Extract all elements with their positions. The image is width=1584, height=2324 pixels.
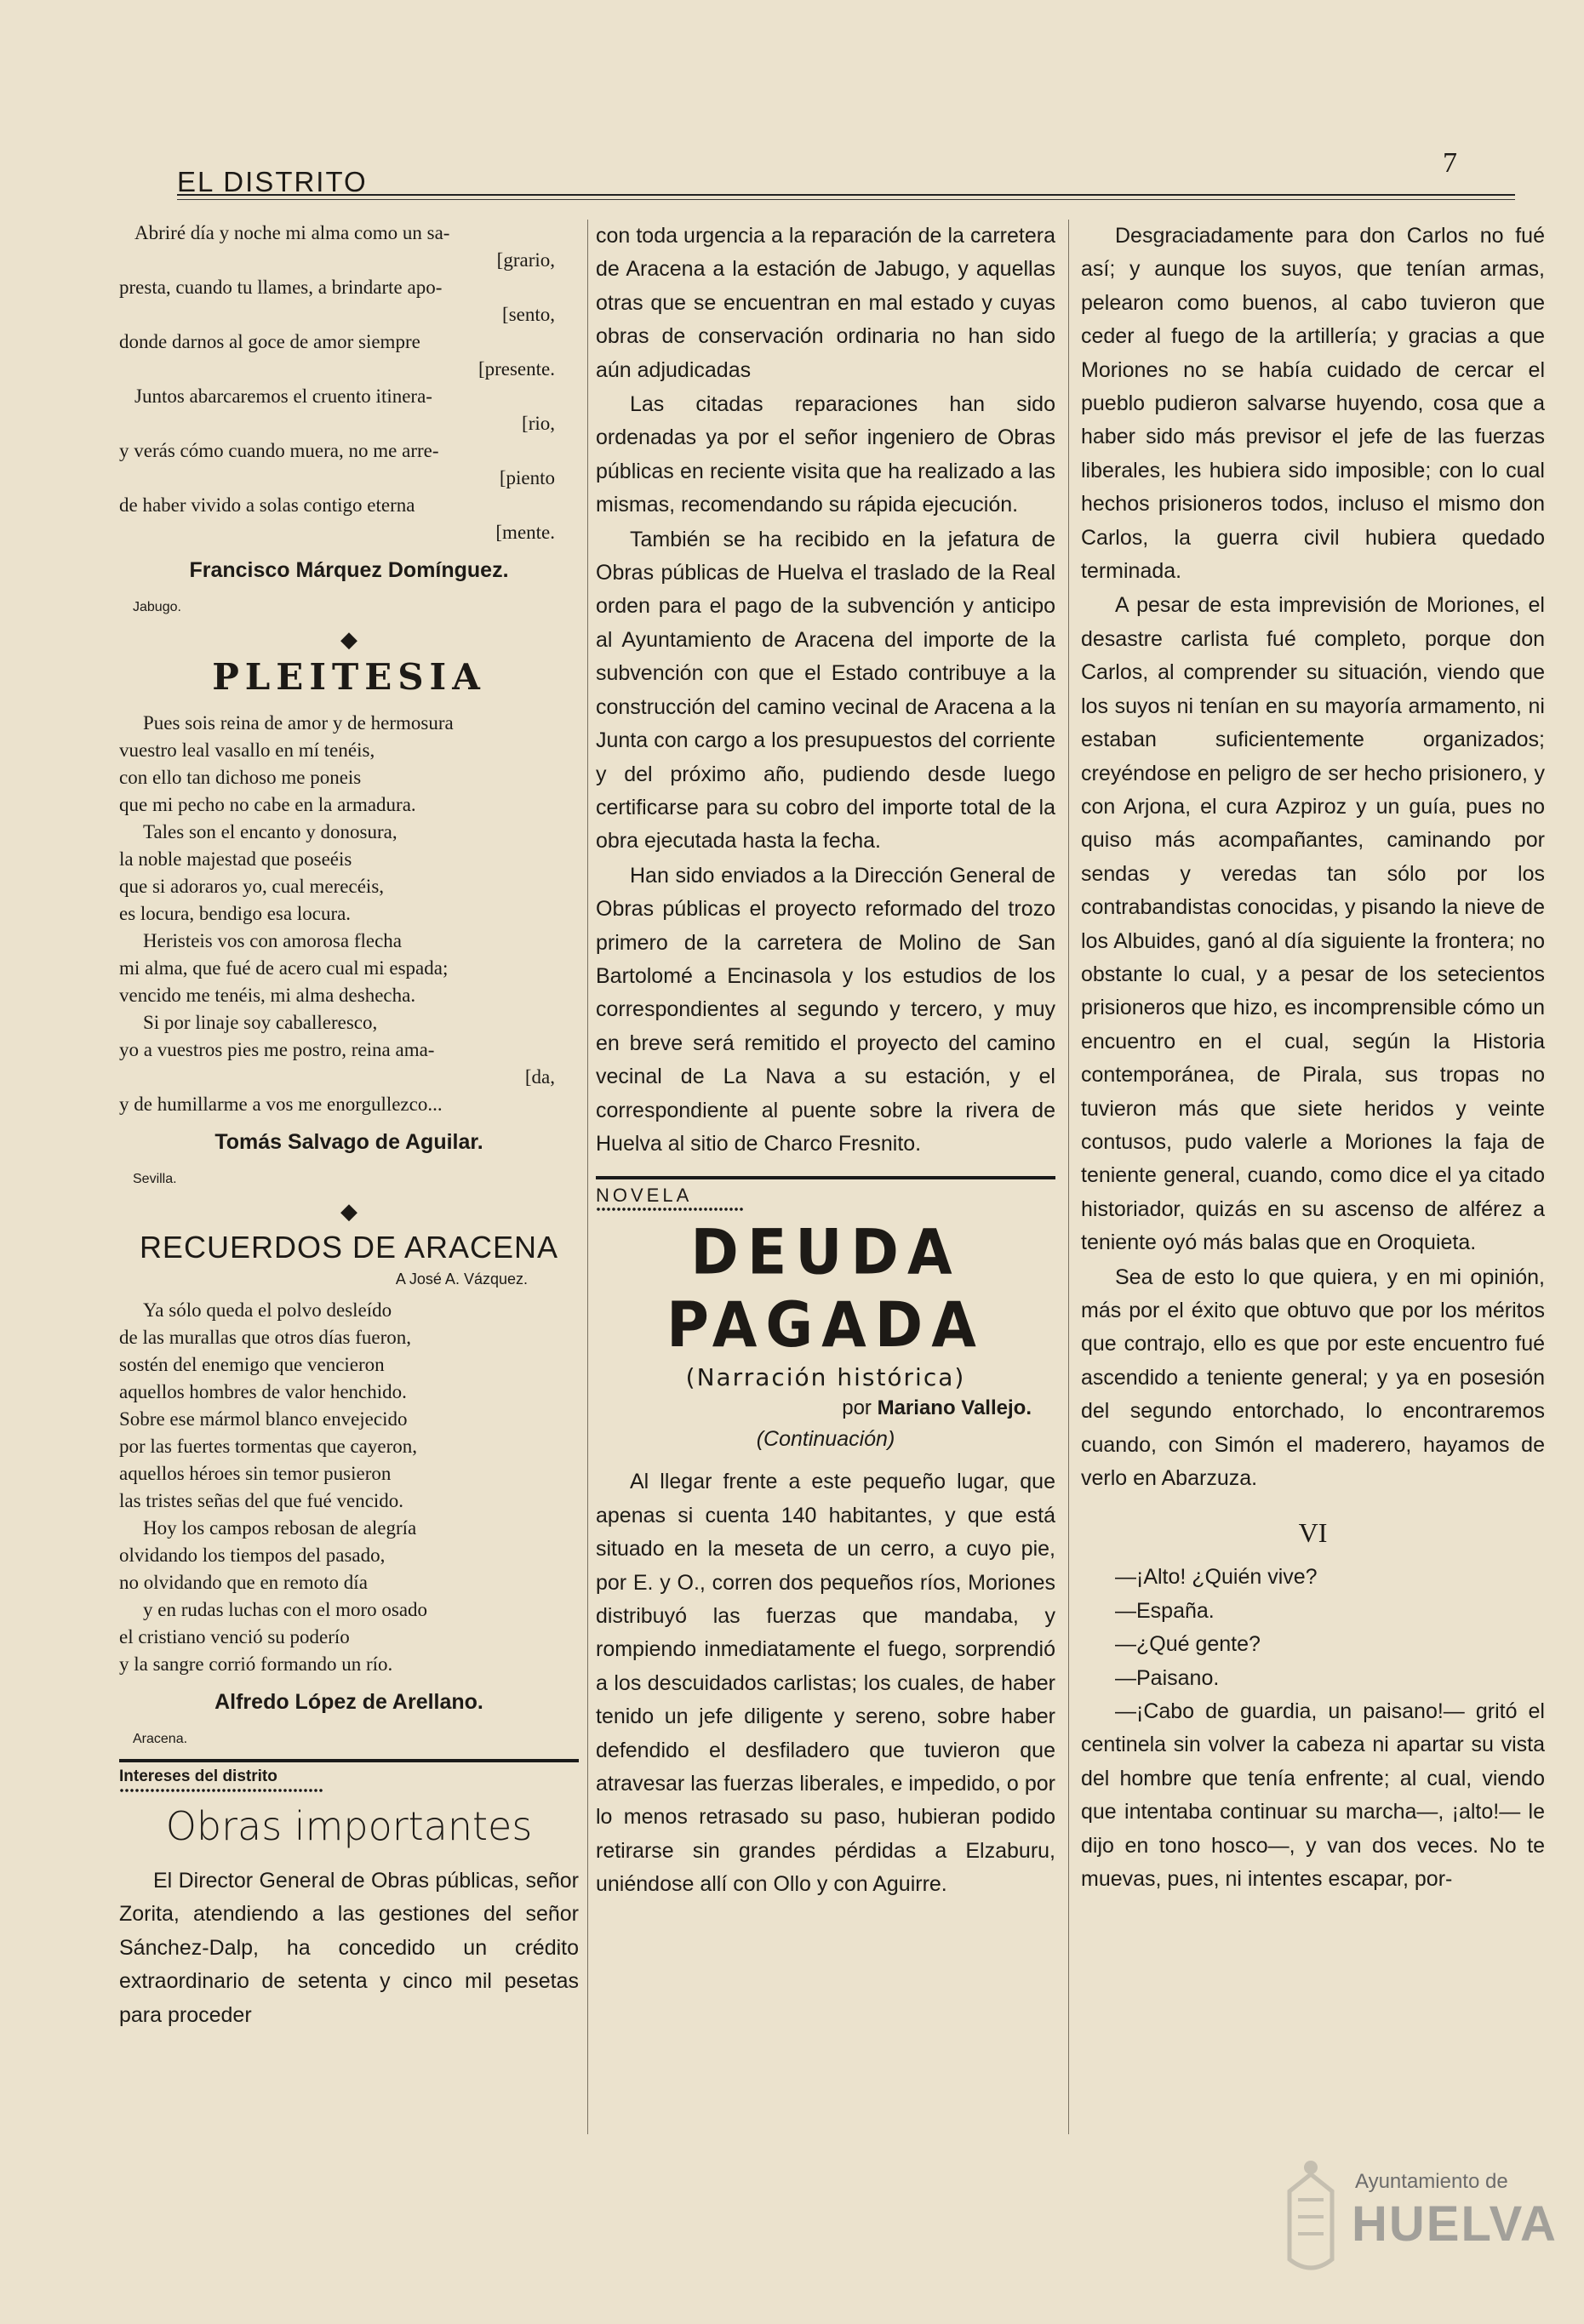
verse-line: la noble majestad que poseéis (119, 848, 352, 870)
watermark-line-2: HUELVA (1352, 2196, 1558, 2252)
verse-line: donde darnos al goce de amor siempre (119, 331, 420, 352)
article-paragraph: Las citadas reparaciones han sido ordenadas ya por el señor ingeniero de Obras públicas en reciente visita que ha realizado a las mismas, recomendando su rápida ejecución. (596, 392, 1055, 517)
article-paragraph: También se ha recibido en la jefatura de Obras públicas de Huelva el traslado de la Real orden para el pago de la subvención y anticipo al Ayuntamiento de Aracena del importe de la subvención con que el Estado contribuye a la construcción del camino vecinal de Aracena a la Junta con cargo a los presupuestos del corriente y del próximo año, pudiendo desde luego certificarse para su cobro del importe total de la obra ejecutada hasta la fecha. (596, 527, 1055, 854)
watermark-line-1: Ayuntamiento de (1355, 2170, 1508, 2193)
verse-line: que mi pecho no cabe en la armadura. (119, 794, 416, 815)
novel-paragraph: —¡Cabo de guardia, un paisano!— gritó el centinela sin volver la cabeza ni apartar su vista del hombre que tenía enfrente; al cual, viendo que intentaba continuar su marcha—, ¡alto!— le dijo en tono hosco—, y van dos veces. No te muevas, pues, ni intentes escapar, por- (1081, 1699, 1545, 1892)
poem-1-place: Jabugo. (133, 600, 181, 614)
column-divider-2 (1068, 220, 1069, 2134)
dialogue-line: —España. (1115, 1598, 1215, 1623)
column-2 (596, 220, 1055, 1902)
column-3 (1081, 220, 1545, 1897)
chapter-number: VI (1298, 1517, 1328, 1549)
verse-line: [presente. (477, 358, 555, 380)
verse-line: presta, cuando tu llames, a brindarte apo- (119, 277, 443, 298)
verse-line: y de humillarme a vos me enorgullezco... (119, 1093, 443, 1115)
verse-line: mi alma, que fué de acero cual mi espada; (119, 957, 449, 979)
verse-line: es locura, bendigo esa locura. (119, 903, 352, 924)
verse-line: y verás cómo cuando muera, no me arre- (119, 440, 439, 461)
article-paragraph: Han sido enviados a la Dirección General de Obras públicas el proyecto reformado del trozo primero de la carretera de Molino de San Bartolomé a Encinasola y los estudios de los correspondientes al segundo y tercero, y muy en breve será remitido el proyecto del camino vecinal de La Nava a su estación, y el correspondiente al puente sobre la rivera de Huelva al sitio de Charco Fresnito. (596, 863, 1055, 1156)
verse-line: las tristes señas del que fué vencido. (119, 1490, 404, 1511)
verse-line: [sento, (502, 304, 555, 325)
verse-line: sostén del enemigo que vencieron (119, 1354, 385, 1375)
poem-2-place: Sevilla. (133, 1172, 177, 1186)
dialogue-line: —¡Alto! ¿Quién vive? (1115, 1565, 1318, 1590)
poem-3-title: RECUERDOS DE ARACENA (139, 1230, 559, 1265)
poem-3 (119, 1297, 579, 1678)
novel-byline (596, 1396, 1055, 1420)
verse-line: Hoy los campos rebosan de alegría (143, 1517, 417, 1539)
verse-line: olvidando los tiempos del pasado, (119, 1545, 386, 1566)
verse-line: vuestro leal vasallo en mí tenéis, (119, 739, 375, 761)
verse-line: con ello tan dichoso me poneis (119, 767, 362, 788)
diamond-ornament-icon: ◆ (340, 1199, 357, 1224)
header-rule-thin (177, 199, 1515, 200)
novel-paragraph: Sea de esto lo que quiera, y en mi opinión, más por el éxito que obtuvo que por los méritos que contrajo, ello es que por este encuentro fué ascendido a teniente general; y ya en posesión del segundo entorchado, lo encontraremos cuando, con Simón el maderero, hayamos de verlo en Abarzuza. (1081, 1265, 1545, 1491)
novel-paragraph: A pesar de esta imprevisión de Moriones, el desastre carlista fué completo, porque don Carlos, al comprender su situación, viendo que los suyos ni tenían en su mayoría armamento, ni estaban suficientemente organizados; creyéndose en peligro de ser hecho prisionero, y con Arjona, el cura Azpiroz y un guía, pues no quiso más acompañantes, caminando por sendas y veredas tan sólo por los contrabandistas conocidas, y pisando la nieve de los Albuides, ganó al día siguiente la frontera; no obstante lo cual, y a pesar de los setecientos prisioneros que hizo, es incomprensible cómo un encuentro en el cual, según la Historia contemporánea, de Pirala, sus tropas no tuvieron más que siete heridos y veinte contusos, pudo valerle a Moriones la faja de teniente general, cuando, como dice el ya citado historiador, quizás en su ascenso de alférez a teniente oyó más balas que en Oroquieta. (1081, 593, 1545, 1255)
novel-paragraph: Desgraciadamente para don Carlos no fué así; y aunque los suyos, que tenían armas, pelearon como buenos, al cabo tuvieron que ceder al fuego de la artillería; y gracias a que Moriones no se había cuidado de cercar el pueblo pudieron salvarse huyendo, cosa que a haber sido más previsor el jefe de las fuerzas liberales, les hubiera sido imposible; con lo cual hechos prisioneros todos, incluso el mismo don Carlos, la guerra civil hubiera quedado terminada. (1081, 224, 1545, 584)
verse-line: y la sangre corrió formando un río. (119, 1653, 393, 1675)
verse-line: Si por linaje soy caballeresco, (143, 1012, 378, 1033)
dialogue-line: —Paisano. (1115, 1665, 1220, 1690)
verse-line: Juntos abarcaremos el cruento itinera- (134, 385, 432, 407)
byline-por: por (842, 1396, 872, 1420)
verse-line: Abriré día y noche mi alma como un sa- (134, 222, 450, 243)
verse-line: el cristiano venció su poderío (119, 1626, 350, 1647)
section-rule (119, 1759, 579, 1762)
section-kicker: Intereses del distrito (119, 1767, 277, 1785)
continuation-note: (Continuación) (756, 1427, 895, 1452)
poem-2-title: PLEITESIA (212, 656, 486, 698)
verse-line: Sobre ese mármol blanco envejecido (119, 1408, 408, 1430)
verse-line: de haber vivido a solas contigo eterna (119, 494, 415, 516)
article-paragraph: El Director General de Obras públicas, señor Zorita, atendiendo a las gestiones del señor Sánchez-Dalp, ha concedido un crédito extraordinario de setenta y cinco mil pesetas para proceder (119, 1869, 579, 2027)
page-number: 7 (1443, 147, 1457, 179)
dotted-rule (596, 1207, 745, 1212)
poem-2 (119, 710, 579, 1118)
verse-line: no olvidando que en remoto día (119, 1572, 368, 1593)
novela-label: NOVELA (596, 1185, 693, 1207)
dotted-rule (119, 1788, 323, 1793)
poem-1 (119, 220, 579, 546)
poem-3-dedication: A José A. Vázquez. (395, 1270, 528, 1288)
poem-3-place: Aracena. (133, 1732, 188, 1746)
verse-line: [mente. (495, 522, 555, 543)
novel-title: DEUDA PAGADA (666, 1217, 985, 1362)
dialogue-line: —¿Qué gente? (1115, 1632, 1261, 1657)
verse-line: Ya sólo queda el polvo desleído (143, 1299, 392, 1321)
article-paragraph: con toda urgencia a la reparación de la carretera de Aracena a la estación de Jabugo, y aquellas otras que se encuentran en mal estado y cuyas obras de conservación ordinaria no han sido aún adjudicadas (596, 224, 1055, 382)
poem-1-author: Francisco Márquez Domínguez. (189, 558, 509, 582)
masthead: EL DISTRITO (177, 166, 368, 197)
verse-line: por las fuertes tormentas que cayeron, (119, 1436, 417, 1457)
verse-line: [grario, (496, 249, 555, 271)
poem-3-author: Alfredo López de Arellano. (214, 1690, 483, 1714)
novel-subtitle: (Narración histórica) (685, 1363, 966, 1392)
article-title: Obras importantes (165, 1803, 533, 1849)
verse-line: aquellos hombres de valor henchido. (119, 1381, 407, 1402)
poem-2-author: Tomás Salvago de Aguilar. (214, 1130, 483, 1154)
column-divider-1 (587, 220, 588, 2134)
novel-paragraph: Al llegar frente a este pequeño lugar, que apenas si cuenta 140 habitantes, y que está situado en la meseta de un cerro, a cuyo pie, por E. y O., corren dos pequeños ríos, Moriones distribuyó las fuerzas que mandaba, y rompiendo inmediatamente el fuego, sorprendió a los descuidados carlistas; los cuales, de haber tenido un jefe diligente y sereno, sobre haber defendido el desfiladero que tuvieron que atravesar las fuerzas liberales, e impedido, o por lo menos retrasado su paso, hubieran podido retirarse sin grandes pérdidas a Elzaburu, uniéndose allí con Ollo y con Aguirre. (596, 1470, 1055, 1897)
verse-line: que si adoraros yo, cual merecéis, (119, 876, 385, 897)
section-rule (596, 1176, 1055, 1179)
page-header (177, 147, 1515, 200)
header-rule (177, 194, 1515, 196)
column-1 (119, 220, 579, 2032)
verse-line: aquellos héroes sin temor pusieron (119, 1463, 392, 1484)
novel-author: Mariano Vallejo. (877, 1396, 1032, 1420)
verse-line: y en rudas luchas con el moro osado (143, 1599, 428, 1620)
verse-line: [rio, (522, 413, 555, 434)
verse-line: de las murallas que otros días fueron, (119, 1327, 411, 1348)
verse-line: Tales son el encanto y donosura, (143, 821, 397, 842)
verse-line: [piento (499, 467, 555, 488)
verse-line: Pues sois reina de amor y de hermosura (143, 712, 454, 734)
verse-line: [da, (524, 1066, 555, 1088)
verse-line: Heristeis vos con amorosa flecha (143, 930, 403, 951)
diamond-ornament-icon: ◆ (340, 627, 357, 652)
verse-line: yo a vuestros pies me postro, reina ama- (119, 1039, 435, 1060)
verse-line: vencido me tenéis, mi alma deshecha. (119, 985, 416, 1006)
